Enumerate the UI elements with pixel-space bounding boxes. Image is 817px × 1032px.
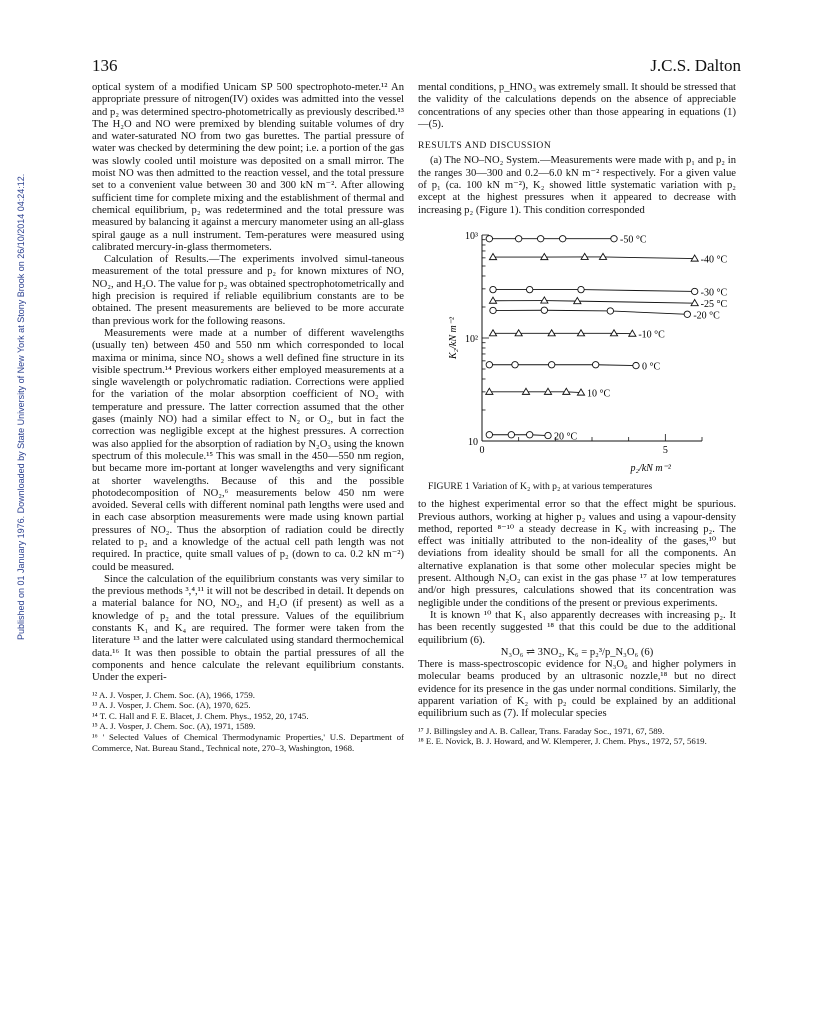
data-point bbox=[633, 362, 639, 368]
journal-title: J.C.S. Dalton bbox=[650, 56, 741, 75]
data-point bbox=[490, 286, 496, 292]
series-label: -25 °C bbox=[700, 299, 728, 311]
y-tick-label: 10 bbox=[468, 436, 478, 448]
y-tick-label: 10² bbox=[465, 333, 478, 345]
equation-6: N₃O₆ ⇌ 3NO₂, K₆ = p₂³/p_N₃O₆ (6) bbox=[500, 646, 654, 658]
data-point bbox=[541, 307, 547, 313]
data-point bbox=[489, 330, 496, 336]
series-line bbox=[493, 301, 695, 304]
data-point bbox=[574, 298, 581, 304]
data-point bbox=[515, 235, 521, 241]
left-paragraph-1: optical system of a modified Unicam SP 500 spectrophoto-meter.¹² An appropriate pressure of nitrogen(IV) oxides was admitted into the vessel and p₂ was determined spectro-photometrically as previously described.¹³ The H₂O and NO were premixed by blending suitable volumes of dry and water-saturated NO from two gas burettes. The partial pressure of water was checked by determining the dew point; i.e. a portion of the gas was slowly cooled until moisture was deposited on a small mirror. The moist NO was then admitted to the reaction vessel, and the total pressure set to a convenient value between 30 and 300 kN m⁻². After allowing sufficient time for complete mixing and the establishment of thermal and chemical equilibrium, p₂ was redetermined and the total pressure was measured by balancing it against a mercury manometer using an all-glass spiral gauge as a null instrument. Tem-peratures were measured using calibrated mercury-in-glass thermometers. bbox=[92, 82, 404, 253]
data-point bbox=[512, 362, 518, 368]
left-column bbox=[92, 82, 404, 753]
data-point bbox=[599, 253, 606, 259]
footnote-13: ¹³ A. J. Vosper, J. Chem. Soc. (A), 1970, 625. bbox=[92, 700, 251, 711]
data-point bbox=[544, 388, 551, 394]
series-line bbox=[493, 290, 695, 292]
figure-1 bbox=[418, 223, 736, 479]
download-watermark-text: Published on 01 January 1976. Downloaded by State University of New York at Stony Brook on 26/10/2014 04:24:12. bbox=[16, 173, 26, 640]
data-point bbox=[508, 432, 514, 438]
data-point bbox=[691, 300, 698, 306]
page-number: 136 bbox=[92, 56, 118, 75]
right-paragraph-2: (a) The NO–NO₂ System.—Measurements were made with p₁ and p₂ in the ranges 30—300 and 0.2—6.0 kN m⁻² respectively. For a given value of p₁ (ca. 100 kN m⁻²), K₂ showed little systematic variation with p₂ except at the highest pressures when it appeared to decrease with increasing p₂ (Figure 1). This condition corresponded bbox=[418, 155, 736, 216]
data-point bbox=[592, 362, 598, 368]
x-axis-label: p₂/kN m⁻² bbox=[630, 462, 671, 474]
series-label: -50 °C bbox=[620, 234, 647, 246]
footnote-12: ¹² A. J. Vosper, J. Chem. Soc. (A), 1966, 1759. bbox=[92, 689, 255, 700]
data-point bbox=[486, 235, 492, 241]
series-label: -20 °C bbox=[693, 310, 720, 322]
left-footnotes bbox=[92, 690, 404, 754]
x-tick-label: 0 bbox=[479, 444, 485, 456]
footnote-15: ¹⁵ A. J. Vosper, J. Chem. Soc. (A), 1971, 1589. bbox=[92, 721, 256, 732]
series-label: -40 °C bbox=[700, 254, 728, 266]
data-point bbox=[559, 235, 565, 241]
data-point bbox=[581, 253, 588, 259]
figure-caption: FIGURE 1 Variation of K₂ with p₂ at various temperatures bbox=[428, 480, 653, 492]
data-point bbox=[490, 307, 496, 313]
left-paragraph-3: Measurements were made at a number of different wavelengths (usually ten) between 450 and 550 nm which corresponded to local maxima or minima, since NO₂ shows a well defined fine structure in its visible spectrum.¹⁴ Previous workers either employed measurements at a single wavelength or polychromatic radiation. Corrections were applied for the variation of the molar absorption coefficient of NO₂ with temperature and pressure. The latter correction assumed that the other gases (mainly NO) had a similar effect to N₂ or O₂, but in fact the correction was negligible except at the highest pressures. A correction was also applied for the absorption of radiation by N₂O₃ using the known spectrum of this molecule.¹⁵ This was small in the 450—550 nm region, but became more im-portant at longer wavelengths and very significant at shorter wavelengths. Because of this and the possible photodecomposition of NO₂,⁶ measurements below 450 nm were avoided. Several cells with different nominal path lengths were used and in each case absorption measurements were made using known partial pressures of NO₂. Thus the absorption of radiation could be directly related to p₂ and a knowledge of the actual cell path length was not required. In practice, quite small values of p₂ (down to ca. 0.2 kN m⁻²) could be measured. bbox=[92, 327, 404, 573]
data-point bbox=[545, 432, 551, 438]
left-paragraph-2: Calculation of Results.—The experiments involved simul-taneous measurement of the total pressure and p₂ for known mixtures of NO, NO₂, and H₂O. The value for p₂ was obtained spectrophotometrically and high precision is required if reliable equilibrium constants are to be obtained. The present measurements are believed to be more accurate than previous work for the following reasons. bbox=[92, 254, 404, 327]
left-paragraph-4: Since the calculation of the equilibrium constants was very similar to the previous methods ³,⁴,¹¹ it will not be described in detail. It depends on a material balance for NO, NO₂, and H₂O (if present) as well as a knowledge of p₂ and the total pressure. Values of the equilibrium constants K₁ and K₄ are required. The former were taken from the literature ¹³ and the latter were calculated using standard thermochemical data.¹⁶ It was then possible to obtain the partial pressures of all the components and hence calculate the relevant equilibrium constants. Under the experi- bbox=[92, 573, 404, 684]
data-point bbox=[607, 308, 613, 314]
data-point bbox=[691, 255, 698, 261]
data-point bbox=[691, 288, 697, 294]
k2-vs-p2-chart bbox=[418, 223, 736, 479]
series-line bbox=[493, 257, 695, 259]
y-axis-label: K₂/kN m⁻² bbox=[448, 316, 459, 359]
data-point bbox=[486, 388, 493, 394]
footnote-14: ¹⁴ T. C. Hall and F. E. Blacet, J. Chem. Phys., 1952, 20, 1745. bbox=[92, 710, 309, 721]
data-point bbox=[489, 253, 496, 259]
series-line bbox=[493, 310, 687, 314]
data-point bbox=[537, 235, 543, 241]
data-point bbox=[611, 235, 617, 241]
data-point bbox=[489, 297, 496, 303]
right-footnotes bbox=[418, 726, 736, 747]
data-point bbox=[515, 330, 522, 336]
data-point bbox=[541, 297, 548, 303]
footnote-16: ¹⁶ ' Selected Values of Chemical Thermodynamic Properties,' U.S. Department of Commerce, Nat. Bureau Stand., Technical note, 270–3, Washington, 1968. bbox=[92, 731, 404, 753]
right-column bbox=[418, 82, 736, 747]
data-point bbox=[548, 362, 554, 368]
x-tick-label: 5 bbox=[662, 444, 668, 456]
data-point bbox=[629, 330, 636, 336]
data-point bbox=[577, 330, 584, 336]
series-line bbox=[489, 365, 636, 366]
data-point bbox=[526, 432, 532, 438]
right-paragraph-4: It is known ¹⁰ that K₁ also apparently decreases with increasing p₂. It has been recently suggested ¹⁸ that this could be due to the additional equilibrium (6). bbox=[418, 609, 736, 646]
series-label: 10 °C bbox=[587, 388, 611, 400]
data-point bbox=[578, 286, 584, 292]
right-paragraph-3: to the highest experimental error so that the effect might be spurious. Previous authors, working at higher p₂ values and using a vapour-density method, reported ⁸⁻¹⁰ a steady decrease in K₂ with increasing p₂. The effect was initially attributed to the non-ideality of the gases,¹⁰ but deviations from ideality should be small for all the components. An alternative explanation is that some other molecular species might be present. Although N₂O₂ can exist in the gas phase ¹⁷ at low temperatures and/or high pressures, calculations showed that its concentration was negligible under the conditions of the present or previous experiments. bbox=[418, 499, 736, 609]
download-watermark bbox=[2, 120, 26, 640]
footnote-18: ¹⁸ E. E. Novick, B. J. Howard, and W. Klemperer, J. Chem. Phys., 1972, 57, 5619. bbox=[418, 736, 707, 747]
series-line bbox=[489, 435, 548, 436]
series-label: 20 °C bbox=[554, 431, 578, 443]
data-point bbox=[522, 388, 529, 394]
section-heading: RESULTS AND DISCUSSION bbox=[418, 140, 552, 152]
data-point bbox=[486, 432, 492, 438]
data-point bbox=[610, 330, 617, 336]
data-point bbox=[526, 286, 532, 292]
right-paragraph-5: There is mass-spectroscopic evidence for N₃O₆ and higher polymers in molecular beams produced by an ultrasonic nozzle,¹⁸ but no direct evidence for its presence in the gas under normal conditions. Similarly, the apparent variation of K₂ with p₂ could be explained by an additional equilibrium such as (7). If molecular species bbox=[418, 659, 736, 720]
data-point bbox=[563, 388, 570, 394]
data-point bbox=[486, 362, 492, 368]
data-point bbox=[548, 330, 555, 336]
data-point bbox=[541, 253, 548, 259]
series-label: -30 °C bbox=[700, 287, 728, 299]
y-tick-label: 10³ bbox=[465, 230, 478, 242]
right-paragraph-1: mental conditions, p_HNO₃ was extremely small. It should be stressed that the validity of the calculations depends on the absence of appreciable concentrations of any species other than those appearing in equations (1)—(5). bbox=[418, 82, 736, 130]
series-label: 0 °C bbox=[642, 361, 661, 373]
data-point bbox=[684, 311, 690, 317]
footnote-17: ¹⁷ J. Billingsley and A. B. Callear, Trans. Faraday Soc., 1971, 67, 589. bbox=[418, 725, 665, 736]
series-label: -10 °C bbox=[638, 329, 665, 341]
